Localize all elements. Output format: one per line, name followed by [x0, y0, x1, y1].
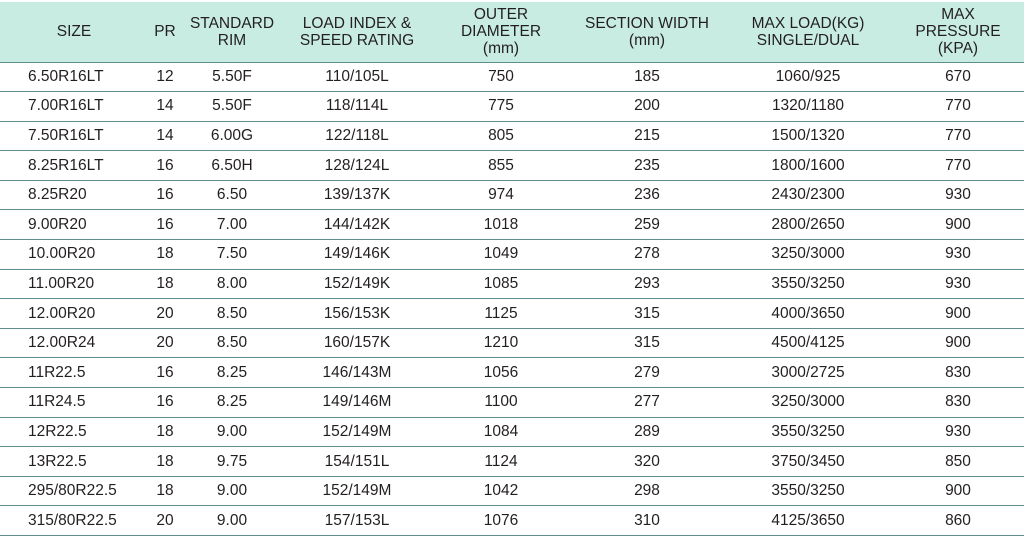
cell-max-load: 3750/3450	[724, 447, 892, 477]
cell-load-index: 118/114L	[282, 92, 432, 122]
cell-pr: 18	[148, 417, 182, 447]
cell-load-index: 156/153K	[282, 299, 432, 329]
cell-pr: 20	[148, 506, 182, 536]
cell-standard-rim: 8.25	[182, 358, 282, 388]
cell-section-width: 278	[570, 240, 724, 270]
cell-load-index: 139/137K	[282, 180, 432, 210]
cell-load-index: 152/149M	[282, 476, 432, 506]
table-row	[0, 92, 1024, 122]
table-row	[0, 210, 1024, 240]
table-header	[0, 2, 1024, 62]
cell-section-width: 298	[570, 476, 724, 506]
cell-outer-diameter: 775	[432, 92, 570, 122]
cell-size: 8.25R16LT	[0, 151, 148, 181]
header-standard-rim: STANDARD RIM	[189, 14, 275, 49]
cell-max-load: 3550/3250	[724, 269, 892, 299]
cell-size: 11R22.5	[0, 358, 148, 388]
table-row	[0, 299, 1024, 329]
cell-pr: 18	[148, 240, 182, 270]
cell-max-load: 2800/2650	[724, 210, 892, 240]
cell-outer-diameter: 1042	[432, 476, 570, 506]
cell-max-pressure: 770	[892, 151, 1024, 181]
cell-section-width: 185	[570, 62, 724, 92]
cell-max-load: 3250/3000	[724, 240, 892, 270]
cell-pr: 14	[148, 92, 182, 122]
cell-max-pressure: 930	[892, 269, 1024, 299]
cell-section-width: 289	[570, 417, 724, 447]
cell-size: 10.00R20	[0, 240, 148, 270]
table-row	[0, 417, 1024, 447]
cell-pr: 18	[148, 447, 182, 477]
cell-standard-rim: 9.00	[182, 417, 282, 447]
cell-max-load: 4500/4125	[724, 328, 892, 358]
cell-pr: 18	[148, 269, 182, 299]
cell-load-index: 160/157K	[282, 328, 432, 358]
cell-section-width: 315	[570, 328, 724, 358]
cell-outer-diameter: 1085	[432, 269, 570, 299]
tire-specification-table	[0, 2, 1024, 536]
cell-standard-rim: 9.00	[182, 476, 282, 506]
cell-max-load: 4000/3650	[724, 299, 892, 329]
cell-standard-rim: 7.00	[182, 210, 282, 240]
cell-load-index: 149/146M	[282, 388, 432, 418]
cell-section-width: 277	[570, 388, 724, 418]
cell-max-load: 2430/2300	[724, 180, 892, 210]
cell-max-load: 3550/3250	[724, 417, 892, 447]
cell-load-index: 149/146K	[282, 240, 432, 270]
cell-standard-rim: 5.50F	[182, 92, 282, 122]
cell-size: 7.50R16LT	[0, 121, 148, 151]
cell-standard-rim: 8.25	[182, 388, 282, 418]
header-max-pressure: MAX PRESSURE (KPA)	[915, 6, 1001, 58]
cell-outer-diameter: 1018	[432, 210, 570, 240]
cell-section-width: 310	[570, 506, 724, 536]
cell-size: 6.50R16LT	[0, 62, 148, 92]
cell-standard-rim: 8.50	[182, 299, 282, 329]
cell-size: 12R22.5	[0, 417, 148, 447]
header-section-width: SECTION WIDTH (mm)	[585, 14, 709, 49]
cell-load-index: 152/149K	[282, 269, 432, 299]
cell-section-width: 200	[570, 92, 724, 122]
header-pr: PR	[154, 23, 176, 41]
cell-max-pressure: 830	[892, 358, 1024, 388]
header-size: SIZE	[56, 23, 92, 41]
cell-load-index: 128/124L	[282, 151, 432, 181]
cell-size: 13R22.5	[0, 447, 148, 477]
cell-outer-diameter: 1084	[432, 417, 570, 447]
table-row	[0, 388, 1024, 418]
cell-max-pressure: 850	[892, 447, 1024, 477]
cell-load-index: 122/118L	[282, 121, 432, 151]
cell-max-load: 3250/3000	[724, 388, 892, 418]
cell-size: 295/80R22.5	[0, 476, 148, 506]
cell-max-load: 1500/1320	[724, 121, 892, 151]
cell-outer-diameter: 750	[432, 62, 570, 92]
cell-outer-diameter: 1100	[432, 388, 570, 418]
header-max-load: MAX LOAD(KG) SINGLE/DUAL	[751, 14, 865, 49]
cell-standard-rim: 6.00G	[182, 121, 282, 151]
cell-pr: 20	[148, 299, 182, 329]
cell-size: 9.00R20	[0, 210, 148, 240]
table-row	[0, 358, 1024, 388]
cell-max-pressure: 670	[892, 62, 1024, 92]
cell-section-width: 293	[570, 269, 724, 299]
cell-max-pressure: 900	[892, 476, 1024, 506]
cell-outer-diameter: 974	[432, 180, 570, 210]
cell-max-pressure: 860	[892, 506, 1024, 536]
table-row	[0, 121, 1024, 151]
table-row	[0, 240, 1024, 270]
cell-load-index: 144/142K	[282, 210, 432, 240]
table-row	[0, 476, 1024, 506]
cell-pr: 20	[148, 328, 182, 358]
table-body	[0, 62, 1024, 536]
cell-outer-diameter: 805	[432, 121, 570, 151]
cell-load-index: 152/149M	[282, 417, 432, 447]
cell-standard-rim: 8.00	[182, 269, 282, 299]
cell-max-load: 1060/925	[724, 62, 892, 92]
header-load-index-speed-rating: LOAD INDEX & SPEED RATING	[299, 14, 415, 49]
header-row	[0, 2, 1024, 62]
cell-pr: 12	[148, 62, 182, 92]
table-row	[0, 180, 1024, 210]
cell-load-index: 110/105L	[282, 62, 432, 92]
cell-max-pressure: 930	[892, 240, 1024, 270]
cell-load-index: 154/151L	[282, 447, 432, 477]
cell-pr: 16	[148, 358, 182, 388]
cell-max-pressure: 900	[892, 210, 1024, 240]
table-row	[0, 151, 1024, 181]
cell-pr: 16	[148, 388, 182, 418]
cell-max-pressure: 770	[892, 92, 1024, 122]
cell-outer-diameter: 1124	[432, 447, 570, 477]
cell-max-pressure: 930	[892, 180, 1024, 210]
cell-load-index: 146/143M	[282, 358, 432, 388]
table-row	[0, 447, 1024, 477]
cell-max-load: 1800/1600	[724, 151, 892, 181]
cell-load-index: 157/153L	[282, 506, 432, 536]
cell-section-width: 259	[570, 210, 724, 240]
cell-outer-diameter: 855	[432, 151, 570, 181]
cell-outer-diameter: 1125	[432, 299, 570, 329]
cell-pr: 14	[148, 121, 182, 151]
cell-max-load: 4125/3650	[724, 506, 892, 536]
cell-max-pressure: 900	[892, 299, 1024, 329]
table-row	[0, 269, 1024, 299]
cell-size: 8.25R20	[0, 180, 148, 210]
header-outer-diameter: OUTER DIAMETER (mm)	[460, 6, 542, 58]
cell-max-pressure: 930	[892, 417, 1024, 447]
cell-standard-rim: 6.50	[182, 180, 282, 210]
cell-outer-diameter: 1210	[432, 328, 570, 358]
cell-section-width: 279	[570, 358, 724, 388]
cell-standard-rim: 5.50F	[182, 62, 282, 92]
cell-standard-rim: 9.75	[182, 447, 282, 477]
cell-pr: 18	[148, 476, 182, 506]
cell-standard-rim: 8.50	[182, 328, 282, 358]
cell-max-load: 3550/3250	[724, 476, 892, 506]
cell-outer-diameter: 1076	[432, 506, 570, 536]
cell-standard-rim: 9.00	[182, 506, 282, 536]
cell-section-width: 215	[570, 121, 724, 151]
cell-size: 11.00R20	[0, 269, 148, 299]
cell-pr: 16	[148, 151, 182, 181]
cell-standard-rim: 6.50H	[182, 151, 282, 181]
cell-max-load: 3000/2725	[724, 358, 892, 388]
cell-outer-diameter: 1056	[432, 358, 570, 388]
cell-section-width: 235	[570, 151, 724, 181]
cell-standard-rim: 7.50	[182, 240, 282, 270]
cell-outer-diameter: 1049	[432, 240, 570, 270]
cell-size: 7.00R16LT	[0, 92, 148, 122]
cell-section-width: 236	[570, 180, 724, 210]
table-row	[0, 62, 1024, 92]
table-row	[0, 506, 1024, 536]
cell-size: 11R24.5	[0, 388, 148, 418]
cell-max-pressure: 900	[892, 328, 1024, 358]
table-row	[0, 328, 1024, 358]
cell-max-pressure: 770	[892, 121, 1024, 151]
cell-section-width: 320	[570, 447, 724, 477]
cell-size: 12.00R24	[0, 328, 148, 358]
cell-pr: 16	[148, 180, 182, 210]
cell-size: 315/80R22.5	[0, 506, 148, 536]
cell-max-load: 1320/1180	[724, 92, 892, 122]
cell-pr: 16	[148, 210, 182, 240]
cell-size: 12.00R20	[0, 299, 148, 329]
cell-section-width: 315	[570, 299, 724, 329]
cell-max-pressure: 830	[892, 388, 1024, 418]
